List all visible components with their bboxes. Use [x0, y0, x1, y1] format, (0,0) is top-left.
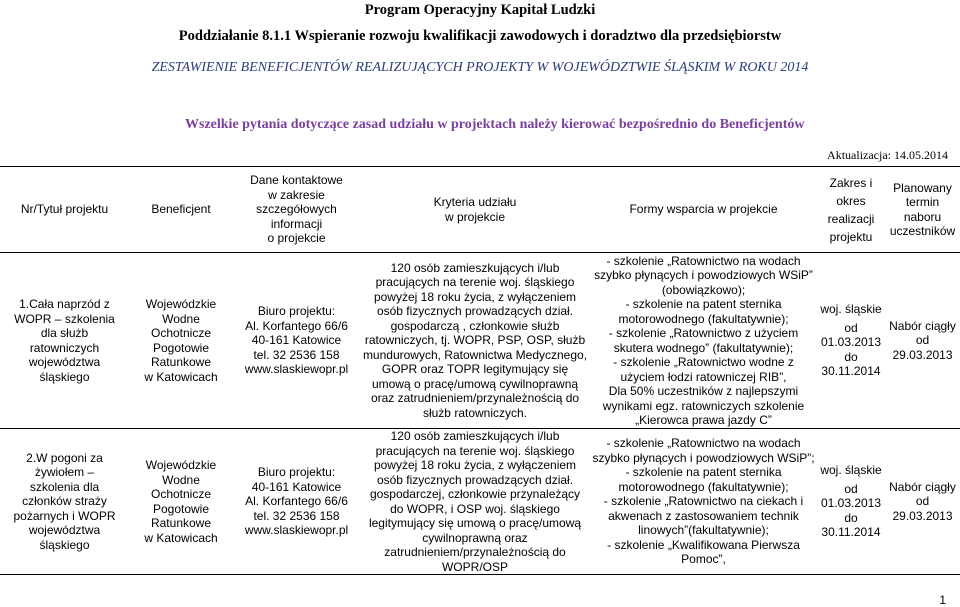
eligibility-criteria: 120 osób zamieszkujących i/lub pracujących na terenie woj. śląskiego powyżej 18 roku życia, z wyłączeniem osób fizycznych prowadzących dział. gospodarczą , członkowie służb ratowniczych, tj. WOPR, PSP, OSP, służb mundurowych, Ratownictwa Medycznego, GOPR oraz TOPR legitymujący się umową o pracę/umową cywilnoprawną oraz zatrudnieniem/przynależnością do służb ratowniczych.: [360, 253, 590, 429]
col-header-formy: Formy wsparcia w projekcie: [590, 167, 817, 253]
table-header-row: [0, 167, 960, 253]
project-scope-period: woj. śląskie od 01.03.2013 do 30.11.2014: [817, 429, 885, 575]
beneficiary: Wojewódzkie Wodne Ochotnicze Pogotowie Ratunkowe w Katowicach: [129, 429, 233, 575]
summary-title: ZESTAWIENIE BENEFICJENTÓW REALIZUJĄCYCH PROJEKTY W WOJEWÓDZTWIE ŚLĄSKIM W ROKU 2014: [151, 60, 809, 75]
project-title: 1.Cała naprzód z WOPR – szkolenia dla służb ratowniczych województwa śląskiego: [0, 253, 129, 429]
support-forms: - szkolenie „Ratownictwo na wodach szybko płynących i powodziowych WSiP” (obowiązkowo); - szkolenie na patent sternika motorowodnego (fakultatywnie); - szkolenie „Ratownictwo z użyciem skutera wodnego” (fakultatywnie); - szkolenie „Ratownictwo wodne z użyciem łodzi ratowniczej RIB”, Dla 50% uczestników z najlepszymi wynikami egz. ratowniczych szkolenie „Kierowca prawa jazdy C”: [590, 253, 817, 429]
recruitment-term: Nabór ciągły od 29.03.2013: [885, 253, 960, 429]
eligibility-criteria: 120 osób zamieszkujących i/lub pracujących na terenie woj. śląskiego powyżej 18 roku życia, z wyłączeniem osób fizycznych prowadzących dział. gospodarczej, członkowie przynależący do WOPR, i OSP woj. śląskiego legitymujący się umową o pracę/umową cywilnoprawną oraz zatrudnieniem/przynależnością do WOPR/OSP: [360, 429, 590, 575]
col-header-beneficjent: Beneficjent: [129, 167, 233, 253]
notice-text: Wszelkie pytania dotyczące zasad udziału w projektach należy kierować bezpośrednio do Beneficjentów: [185, 117, 805, 132]
contact-info: Biuro projektu: Al. Korfantego 66/6 40-161 Katowice tel. 32 2536 158 www.slaskiewopr.pl: [233, 253, 360, 429]
support-forms: - szkolenie „Ratownictwo na wodach szybko płynących i powodziowych WSiP”; - szkolenie na patent sternika motorowodnego (fakultatywnie); - szkolenie „Ratownictwo na ciekach i akwenach z zastosowaniem technik linowych”(fakultatywnie); - szkolenie „Kwalifikowana Pierwsza Pomoc”,: [590, 429, 817, 575]
page-number: 1: [939, 593, 946, 607]
col-header-kryteria: Kryteria udziału w projekcie: [360, 167, 590, 253]
beneficiaries-table: [0, 166, 960, 575]
subaction-title: Poddziałanie 8.1.1 Wspieranie rozwoju kwalifikacji zawodowych i doradztwo dla przedsiębiorstw: [178, 28, 782, 44]
program-title: Program Operacyjny Kapitał Ludzki: [364, 2, 596, 18]
update-date: Aktualizacja: 14.05.2014: [827, 148, 948, 162]
col-header-planowany: Planowany termin naboru uczestników: [885, 167, 960, 253]
recruitment-term: Nabór ciągły od 29.03.2013: [885, 429, 960, 575]
table-row: [0, 429, 960, 575]
col-header-dane: Dane kontaktowe w zakresie szczegółowych informacji o projekcie: [233, 167, 360, 253]
project-scope-period: woj. śląskie od 01.03.2013 do 30.11.2014: [817, 253, 885, 429]
table-row: [0, 253, 960, 429]
col-header-nr: Nr/Tytuł projektu: [0, 167, 129, 253]
beneficiary: Wojewódzkie Wodne Ochotnicze Pogotowie Ratunkowe w Katowicach: [129, 253, 233, 429]
project-title: 2.W pogoni za żywiołem – szkolenia dla członków straży pożarnych i WOPR województwa śląskiego: [0, 429, 129, 575]
col-header-zakres: Zakres i okres realizacji projektu: [817, 167, 885, 253]
contact-info: Biuro projektu: 40-161 Katowice Al. Korfantego 66/6 tel. 32 2536 158 www.slaskiewopr.pl: [233, 429, 360, 575]
